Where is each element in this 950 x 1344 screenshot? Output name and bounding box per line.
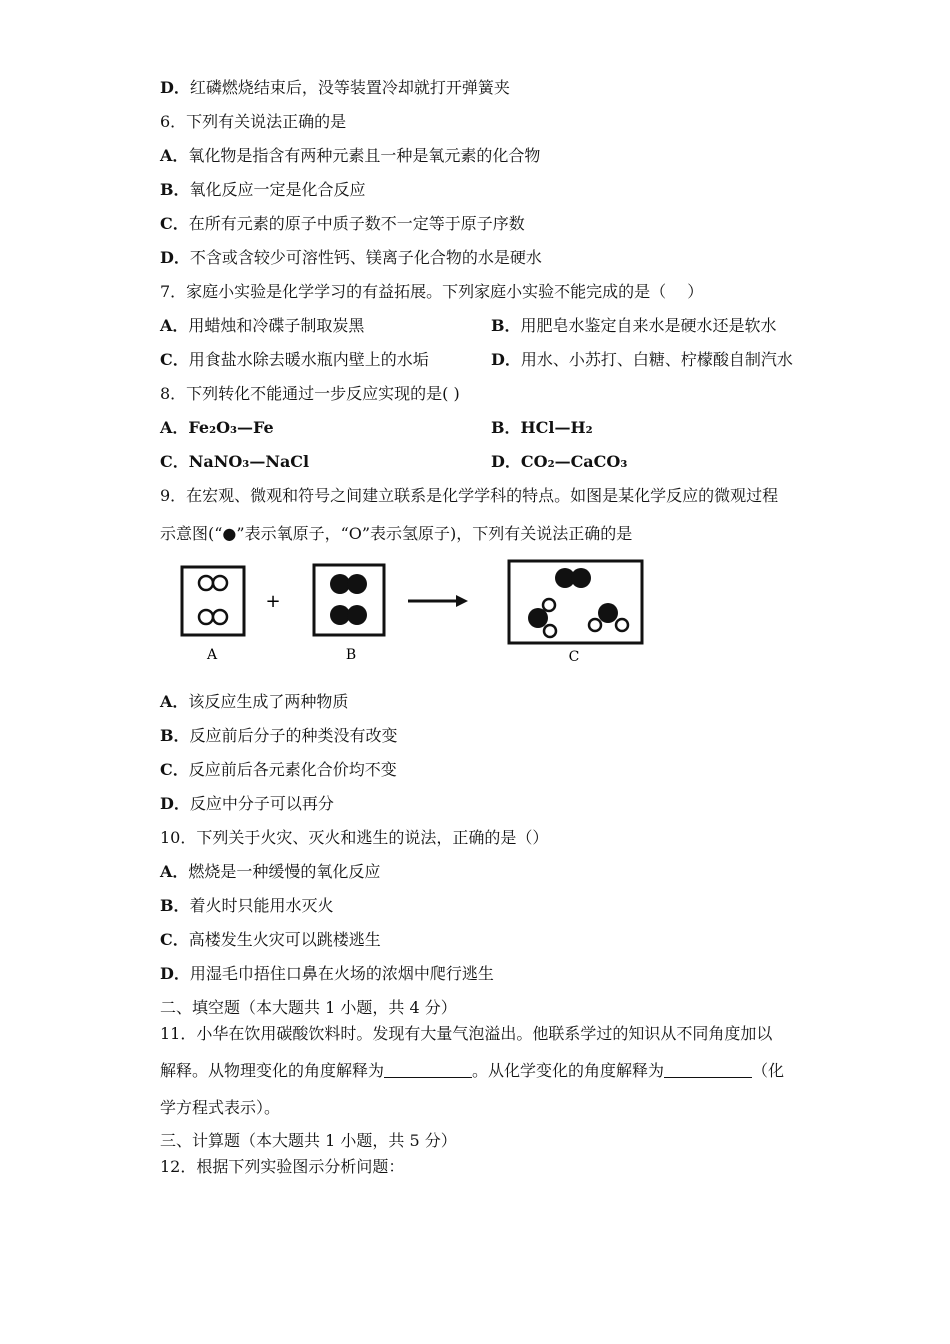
answer-blank-chemical[interactable] <box>664 1061 752 1078</box>
option-text: 燃烧是一种缓慢的氧化反应 <box>188 862 381 881</box>
option-prefix: C． <box>160 214 189 233</box>
q6-option-d <box>160 248 542 268</box>
q8-option-c <box>160 452 309 472</box>
option-prefix: B． <box>160 896 190 915</box>
figure-label-c: C <box>568 649 580 665</box>
option-prefix: A． <box>160 692 189 711</box>
option-prefix: D． <box>491 452 521 471</box>
option-formula: Fe₂O₃—Fe <box>188 418 274 437</box>
option-text: 用水、小苏打、白糖、柠檬酸自制汽水 <box>520 350 793 369</box>
q7-stem <box>160 282 703 302</box>
q7-option-a <box>160 316 364 336</box>
question-text: 示意图(“●”表示氧原子，“O”表示氢原子)，下列有关说法正确的是 <box>160 524 633 543</box>
option-formula: HCl—H₂ <box>520 418 593 437</box>
question-text: 。从化学变化的角度解释为 <box>472 1061 665 1080</box>
option-text: 用食盐水除去暖水瓶内壁上的水垢 <box>188 350 429 369</box>
option-prefix: B． <box>160 180 190 199</box>
q10-option-b <box>160 896 334 916</box>
question-text: 11．小华在饮用碳酸饮料时。发现有大量气泡溢出。他联系学过的知识从不同角度加以 <box>160 1024 773 1043</box>
q8-option-b <box>491 418 593 438</box>
option-text: 反应前后分子的种类没有改变 <box>189 726 398 745</box>
question-text: 8．下列转化不能通过一步反应实现的是( ) <box>160 384 460 403</box>
q6-option-c <box>160 214 525 234</box>
q6-option-b <box>160 180 366 200</box>
question-text: 学方程式表示）。 <box>160 1098 281 1117</box>
option-prefix: D． <box>160 964 190 983</box>
q7-option-d <box>491 350 793 370</box>
option-prefix: B． <box>491 316 521 335</box>
option-prefix: A． <box>160 862 189 881</box>
q10-option-d <box>160 964 494 984</box>
option-text: 用湿毛巾捂住口鼻在火场的浓烟中爬行逃生 <box>189 964 494 983</box>
option-prefix: D． <box>491 350 521 369</box>
question-text: 7．家庭小实验是化学学习的有益拓展。下列家庭小实验不能完成的是（ ） <box>160 282 704 301</box>
q9-option-a <box>160 692 348 712</box>
section-2-heading <box>160 998 457 1018</box>
option-text: 氧化反应一定是化合反应 <box>189 180 366 199</box>
figure-label-b: B <box>345 647 357 663</box>
reaction-diagram <box>176 553 676 673</box>
option-prefix: B． <box>160 726 190 745</box>
option-formula: CO₂—CaCO₃ <box>520 452 628 471</box>
box-a-hydrogen-molecules <box>182 567 244 635</box>
q11-line2 <box>160 1061 784 1081</box>
plus-sign: + <box>265 591 281 612</box>
option-text: 着火时只能用水灭火 <box>189 896 334 915</box>
q8-option-d <box>491 452 627 472</box>
question-text: 12．根据下列实验图示分析问题： <box>160 1157 405 1176</box>
option-prefix: D． <box>160 248 190 267</box>
option-text: 红磷燃烧结束后，没等装置冷却就打开弹簧夹 <box>189 78 510 97</box>
question-text: （化 <box>752 1061 785 1080</box>
option-prefix: C． <box>160 350 189 369</box>
q5-option-d <box>160 78 510 98</box>
figure-label-a: A <box>206 647 218 663</box>
option-text: 氧化物是指含有两种元素且一种是氧元素的化合物 <box>188 146 541 165</box>
option-prefix: C． <box>160 930 189 949</box>
option-prefix: A． <box>160 418 189 437</box>
reaction-arrow <box>408 595 468 607</box>
option-text: 用蜡烛和冷碟子制取炭黑 <box>188 316 365 335</box>
option-formula: NaNO₃—NaCl <box>188 452 310 471</box>
q6-option-a <box>160 146 540 166</box>
q10-option-c <box>160 930 381 950</box>
q9-option-d <box>160 794 334 814</box>
q7-option-c <box>160 350 429 370</box>
question-text: 10．下列关于火灾、灭火和逃生的说法，正确的是（） <box>160 828 549 847</box>
question-text: 6．下列有关说法正确的是 <box>160 112 347 131</box>
option-text: 在所有元素的原子中质子数不一定等于原子序数 <box>188 214 525 233</box>
option-text: 该反应生成了两种物质 <box>188 692 349 711</box>
q8-option-a <box>160 418 274 438</box>
q12-stem <box>160 1157 404 1177</box>
option-prefix: C． <box>160 452 189 471</box>
q11-line3 <box>160 1098 280 1118</box>
q7-option-b <box>491 316 777 336</box>
option-prefix: D． <box>160 78 190 97</box>
q9-option-c <box>160 760 397 780</box>
q9-option-b <box>160 726 398 746</box>
q10-stem <box>160 828 548 848</box>
option-text: 反应中分子可以再分 <box>189 794 334 813</box>
q11-line1 <box>160 1024 772 1044</box>
box-b-oxygen-molecules <box>314 565 384 635</box>
option-prefix: B． <box>491 418 521 437</box>
q9-stem-line2 <box>160 524 632 544</box>
reaction-diagram-svg <box>176 553 676 673</box>
option-prefix: A． <box>160 316 189 335</box>
option-prefix: C． <box>160 760 189 779</box>
option-prefix: A． <box>160 146 189 165</box>
question-text: 9．在宏观、微观和符号之间建立联系是化学学科的特点。如图是某化学反应的微观过程 <box>160 486 779 505</box>
section-heading: 二、填空题（本大题共 1 小题，共 4 分） <box>160 998 457 1017</box>
option-prefix: D． <box>160 794 190 813</box>
q10-option-a <box>160 862 380 882</box>
section-3-heading <box>160 1131 457 1151</box>
option-text: 不含或含较少可溶性钙、镁离子化合物的水是硬水 <box>189 248 542 267</box>
q9-stem-line1 <box>160 486 778 506</box>
option-text: 高楼发生火灾可以跳楼逃生 <box>188 930 381 949</box>
q6-stem <box>160 112 346 132</box>
q8-stem <box>160 384 460 404</box>
question-text: 解释。从物理变化的角度解释为 <box>160 1061 385 1080</box>
answer-blank-physical[interactable] <box>384 1061 472 1078</box>
option-text: 反应前后各元素化合价均不变 <box>188 760 397 779</box>
box-c-products <box>509 561 642 643</box>
section-heading: 三、计算题（本大题共 1 小题，共 5 分） <box>160 1131 457 1150</box>
option-text: 用肥皂水鉴定自来水是硬水还是软水 <box>520 316 777 335</box>
